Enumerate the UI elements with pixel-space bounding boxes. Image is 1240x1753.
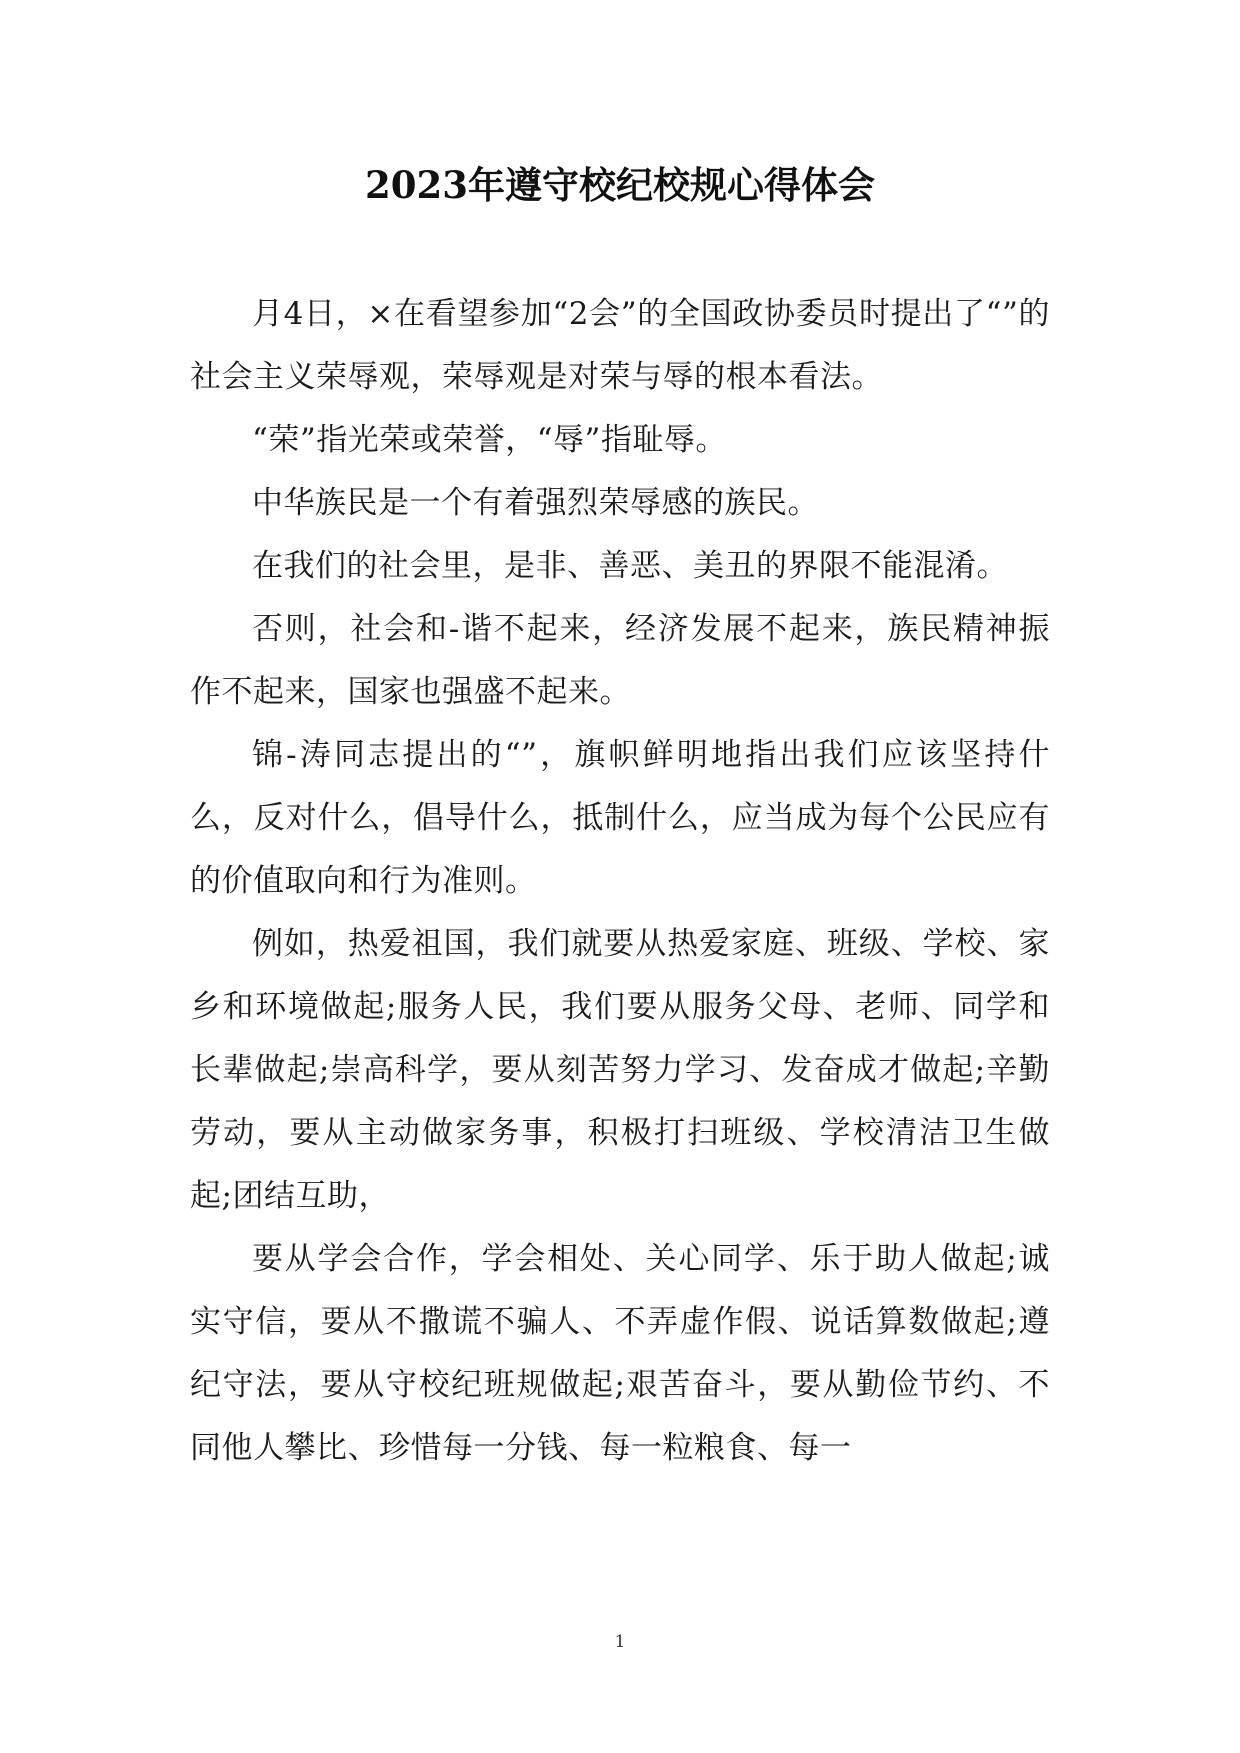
- paragraph: 在我们的社会里，是非、善恶、美丑的界限不能混淆。: [252, 548, 1008, 584]
- paragraph: 否则，社会和-谐不起来，经济发展不起来，族民精神振作不起来，国家也强盛不起来。: [190, 611, 1050, 710]
- paragraph: “荣”指光荣或荣誉，“辱”指耻辱。: [252, 422, 727, 458]
- paragraph: 要从学会合作，学会相处、关心同学、乐于助人做起;诚实守信，要从不撒谎不骗人、不弄虚作假、说话算数做起;遵纪守法，要从守校纪班规做起;艰苦奋斗，要从勤俭节约、不同他人攀比、珍惜每一分钱、每一粒粮食、每一: [190, 1241, 1050, 1466]
- paragraph: 锦-涛同志提出的“”，旗帜鲜明地指出我们应该坚持什么，反对什么，倡导什么，抵制什么，应当成为每个公民应有的价值取向和行为准则。: [190, 737, 1050, 899]
- document-title: 2023年遵守校纪校规心得体会: [365, 163, 875, 207]
- paragraph: 中华族民是一个有着强烈荣辱感的族民。: [252, 485, 819, 521]
- page-number: 1: [614, 1632, 626, 1652]
- paragraph: 月4日，×在看望参加“2会”的全国政协委员时提出了“”的社会主义荣辱观，荣辱观是对荣与辱的根本看法。: [190, 296, 1050, 395]
- document-body: [190, 283, 1050, 1480]
- paragraph: 例如，热爱祖国，我们就要从热爱家庭、班级、学校、家乡和环境做起;服务人民，我们要从服务父母、老师、同学和长辈做起;崇高科学，要从刻苦努力学习、发奋成才做起;辛勤劳动，要从主动做家务事，积极打扫班级、学校清洁卫生做起;团结互助，: [190, 926, 1050, 1214]
